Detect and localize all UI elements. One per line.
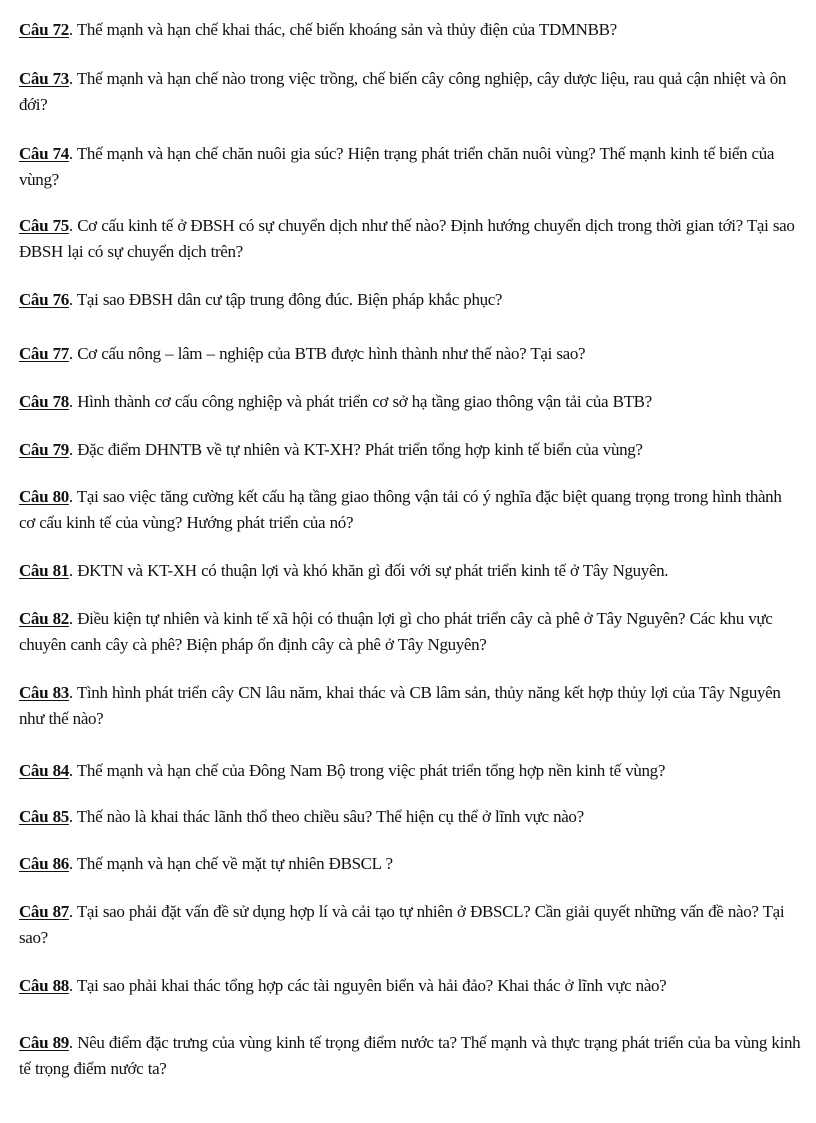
question-text: . Thế mạnh và hạn chế của Đông Nam Bộ trong việc phát triển tổng hợp nền kinh tế vùng? <box>68 761 666 780</box>
question-text: . Thế nào là khai thác lãnh thổ theo chiều sâu? Thể hiện cụ thể ở lĩnh vực nào? <box>68 807 584 826</box>
question-84 <box>19 758 801 784</box>
question-87 <box>19 899 801 951</box>
question-text: . Cơ cấu kinh tế ở ĐBSH có sự chuyển dịch như thế nào? Định hướng chuyển dịch trong thời gian tới? Tại sao ĐBSH lại có sự chuyển dịch trên? <box>19 216 795 261</box>
question-89 <box>19 1030 801 1082</box>
question-label: Câu 80 <box>19 487 69 506</box>
question-label: Câu 83 <box>19 683 69 702</box>
question-label: Câu 89 <box>19 1033 69 1052</box>
question-text: . Thế mạnh và hạn chế khai thác, chế biến khoáng sản và thủy điện của TDMNBB? <box>68 20 617 39</box>
question-label: Câu 74 <box>19 144 69 163</box>
question-label: Câu 79 <box>19 440 69 459</box>
question-86 <box>19 851 801 877</box>
question-text: . Tình hình phát triển cây CN lâu năm, khai thác và CB lâm sản, thủy năng kết hợp thủy lợi của Tây Nguyên như thế nào? <box>19 683 781 728</box>
question-text: . Cơ cấu nông – lâm – nghiệp của BTB được hình thành như thế nào? Tại sao? <box>68 344 586 363</box>
question-81 <box>19 558 801 584</box>
question-text: . Điều kiện tự nhiên và kinh tế xã hội có thuận lợi gì cho phát triển cây cà phê ở Tây Nguyên? Các khu vực chuyên canh cây cà phê? Biện pháp ổn định cây cà phê ở Tây Nguyên? <box>19 609 773 654</box>
question-72 <box>19 17 801 43</box>
question-75 <box>19 213 801 265</box>
question-83 <box>19 680 801 732</box>
question-73 <box>19 66 801 118</box>
question-text: . Thế mạnh và hạn chế về mặt tự nhiên ĐBSCL ? <box>68 854 393 873</box>
question-76 <box>19 287 801 313</box>
question-text: . Tại sao phải khai thác tổng hợp các tài nguyên biển và hải đảo? Khai thác ở lĩnh vực nào? <box>68 976 667 995</box>
question-79 <box>19 437 801 463</box>
question-text: . Tại sao việc tăng cường kết cấu hạ tầng giao thông vận tải có ý nghĩa đặc biệt quang trọng trong hình thành cơ cấu kinh tế của vùng? Hướng phát triển của nó? <box>19 487 782 532</box>
question-label: Câu 73 <box>19 69 69 88</box>
document-page <box>19 0 801 1123</box>
question-88 <box>19 973 801 999</box>
question-label: Câu 81 <box>19 561 69 580</box>
question-text: . Thế mạnh và hạn chế chăn nuôi gia súc? Hiện trạng phát triển chăn nuôi vùng? Thế mạnh kinh tế biển của vùng? <box>19 144 775 189</box>
question-label: Câu 76 <box>19 290 69 309</box>
question-label: Câu 87 <box>19 902 69 921</box>
question-label: Câu 84 <box>19 761 69 780</box>
question-text: . Đặc điểm DHNTB về tự nhiên và KT-XH? Phát triển tổng hợp kinh tế biển của vùng? <box>68 440 643 459</box>
question-text: . Hình thành cơ cấu công nghiệp và phát triển cơ sở hạ tầng giao thông vận tải của BTB? <box>68 392 652 411</box>
question-label: Câu 82 <box>19 609 69 628</box>
question-label: Câu 86 <box>19 854 69 873</box>
question-78 <box>19 389 801 415</box>
question-85 <box>19 804 801 830</box>
question-label: Câu 75 <box>19 216 69 235</box>
question-text: . ĐKTN và KT-XH có thuận lợi và khó khăn gì đối với sự phát triển kinh tế ở Tây Nguyên. <box>68 561 669 580</box>
question-label: Câu 77 <box>19 344 69 363</box>
question-label: Câu 85 <box>19 807 69 826</box>
question-74 <box>19 141 801 193</box>
question-label: Câu 72 <box>19 20 69 39</box>
question-label: Câu 78 <box>19 392 69 411</box>
question-text: . Tại sao ĐBSH dân cư tập trung đông đúc. Biện pháp khắc phục? <box>68 290 503 309</box>
question-82 <box>19 606 801 658</box>
question-text: . Tại sao phải đặt vấn đề sử dụng hợp lí và cải tạo tự nhiên ở ĐBSCL? Cần giải quyết những vấn đề nào? Tại sao? <box>19 902 785 947</box>
question-label: Câu 88 <box>19 976 69 995</box>
question-77 <box>19 341 801 367</box>
question-text: . Nêu điểm đặc trưng của vùng kinh tế trọng điểm nước ta? Thế mạnh và thực trạng phát triển của ba vùng kinh tế trọng điểm nước ta? <box>19 1033 801 1078</box>
question-text: . Thế mạnh và hạn chế nào trong việc trồng, chế biến cây công nghiệp, cây dược liệu, rau quả cận nhiệt và ôn đới? <box>19 69 787 114</box>
question-80 <box>19 484 801 536</box>
